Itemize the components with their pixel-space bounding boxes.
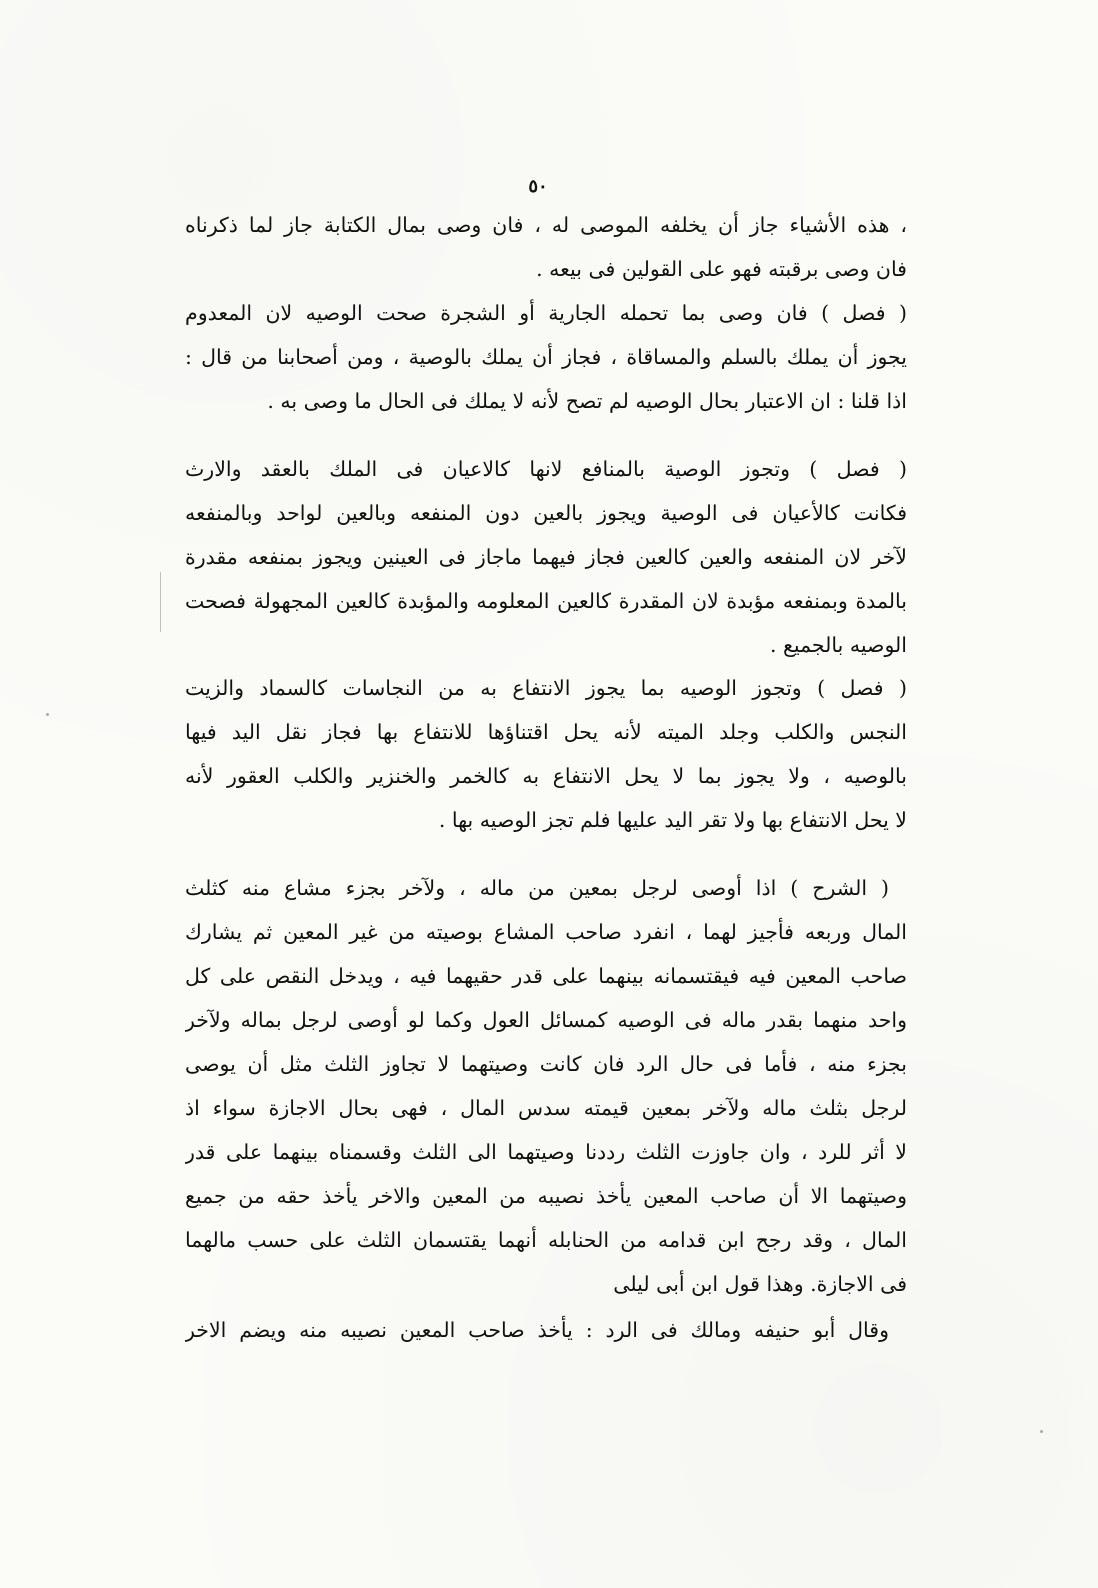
text-line: بجزء منه ، فأما فى حال الرد فان كانت وصيتهما لا تجاوز الثلث مثل أن يوصى — [185, 1052, 907, 1076]
margin-mark — [160, 572, 161, 632]
text-line: النجس والكلب وجلد الميته لأنه يحل اقتناؤها للانتفاع بها فجاز نقل اليد فيها — [185, 720, 907, 744]
text-line: ، هذه الأشياء جاز أن يخلفه الموصى له ، فان وصى بمال الكتابة جاز لما ذكرناه — [185, 213, 907, 237]
text-line: ( الشرح ) اذا أوصى لرجل بمعين من ماله ، ولآخر بجزء مشاع منه كثلث — [185, 876, 889, 900]
text-line: بالوصيه ، ولا يجوز بما لا يحل الانتفاع به كالخمر والخنزير والكلب العقور لأنه — [185, 764, 907, 788]
scan-speck — [1040, 1430, 1043, 1433]
text-line: صاحب المعين فيه فيقتسمانه بينهما على قدر حقيهما فيه ، ويدخل النقص على كل — [185, 964, 907, 988]
text-line: واحد منهما بقدر ماله فى الوصيه كمسائل العول وكما لو أوصى لرجل بماله ولآخر — [185, 1008, 907, 1032]
text-line: فكانت كالأعيان فى الوصية ويجوز بالعين دون المنفعه وبالعين لواحد وبالمنفعه — [185, 501, 907, 525]
text-line: لرجل بثلث ماله ولآخر بمعين قيمته سدس المال ، فهى بحال الاجازة سواء اذ — [185, 1096, 907, 1120]
text-line: المال وربعه فأجيز لهما ، انفرد صاحب المشاع بوصيته من غير المعين ثم يشارك — [185, 920, 907, 944]
paragraph-1 — [185, 203, 907, 423]
text-line: الوصيه بالجميع . — [769, 633, 907, 657]
text-line: ( فصل ) وتجوز الوصية بالمنافع لانها كالاعيان فى الملك بالعقد والارث — [185, 457, 907, 481]
text-line: ( فصل ) وتجوز الوصيه بما يجوز الانتفاع به من النجاسات كالسماد والزيت — [185, 676, 907, 700]
text-line: فى الاجازة. وهذا قول ابن أبى ليلى — [613, 1272, 907, 1296]
text-line: يجوز أن يملك بالسلم والمساقاة ، فجاز أن يملك بالوصية ، ومن أصحابنا من قال : — [185, 345, 907, 369]
text-line: لآخر لان المنفعه والعين كالعين فجاز فيهما ماجاز فى العينين ويجوز بمنفعه مقدرة — [185, 545, 907, 569]
text-line: لا يحل الانتفاع بها ولا تقر اليد عليها فلم تجز الوصيه بها . — [438, 808, 907, 832]
text-line: ( فصل ) فان وصى بما تحمله الجارية أو الشجرة صحت الوصيه لان المعدوم — [185, 301, 907, 325]
text-line: لا أثر للرد ، وان جاوزت الثلث رددنا وصيتهما الى الثلث وقسمناه بينهما على قدر — [185, 1140, 907, 1164]
scan-speck — [46, 713, 49, 716]
commentary-paragraph — [185, 866, 907, 1306]
text-line: وقال أبو حنيفه ومالك فى الرد : يأخذ صاحب المعين نصيبه منه ويضم الاخر — [185, 1318, 889, 1342]
paragraph-3 — [185, 447, 907, 667]
paragraph-4 — [185, 666, 907, 842]
page-number: ٥٠ — [528, 176, 548, 197]
text-line: وصيتهما الا أن صاحب المعين يأخذ نصيبه من المعين والاخر يأخذ حقه من جميع — [185, 1184, 907, 1208]
text-line: اذا قلنا : ان الاعتبار بحال الوصيه لم تصح لأنه لا يملك فى الحال ما وصى به . — [267, 389, 907, 413]
text-line: المال ، وقد رجح ابن قدامه من الحنابله أنهما يقتسمان الثلث على حسب مالهما — [185, 1228, 907, 1252]
paragraph-last — [185, 1308, 907, 1352]
text-line: بالمدة وبمنفعه مؤبدة لان المقدرة كالعين المعلومه والمؤبدة كالعين المجهولة فصحت — [185, 589, 907, 613]
text-line: فان وصى برقبته فهو على القولين فى بيعه . — [536, 257, 907, 281]
